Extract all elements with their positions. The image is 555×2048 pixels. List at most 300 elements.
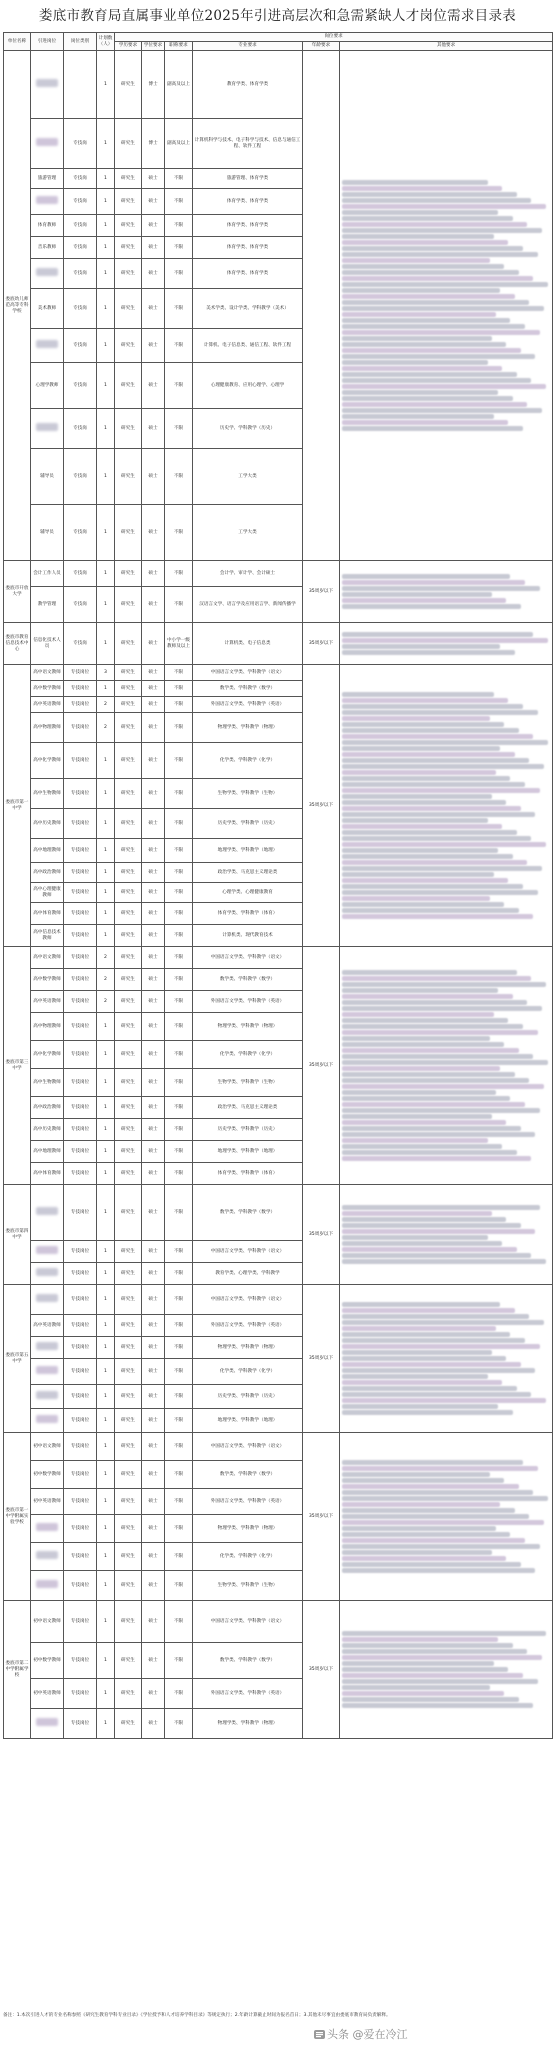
title-cell: 不限 bbox=[165, 809, 193, 839]
redacted-requirement-line bbox=[342, 1649, 527, 1654]
count-cell: 1 bbox=[97, 1097, 115, 1119]
edu-cell: 研究生 bbox=[115, 903, 142, 925]
post-cell: 美术教师 bbox=[31, 289, 64, 329]
degree-cell: 硕士 bbox=[142, 665, 165, 681]
title-cell: 不限 bbox=[165, 1097, 193, 1119]
title-cell: 中小学一级教师及以上 bbox=[165, 623, 193, 665]
post-cell: 高中英语教师 bbox=[31, 1315, 64, 1337]
redacted-requirement-line bbox=[342, 1302, 500, 1307]
category-cell: 专技岗位 bbox=[64, 883, 97, 903]
unit-cell: 娄底幼儿师范高等专科学校 bbox=[4, 51, 31, 561]
title-cell: 不限 bbox=[165, 1069, 193, 1097]
redacted-requirement-line bbox=[342, 1150, 517, 1155]
redacted-requirement-line bbox=[342, 1556, 506, 1561]
edu-cell: 研究生 bbox=[115, 587, 142, 623]
unit-cell: 娄底市教育信息技术中心 bbox=[4, 623, 31, 665]
redacted-requirement-line bbox=[342, 728, 519, 733]
edu-cell: 研究生 bbox=[115, 1709, 142, 1739]
redacted-post bbox=[36, 1294, 58, 1302]
redacted-requirement-line bbox=[342, 360, 488, 365]
category-cell: 专技岗 bbox=[64, 119, 97, 169]
redacted-requirement-line bbox=[342, 1217, 506, 1222]
redacted-requirement-line bbox=[342, 1042, 504, 1047]
redacted-requirement-line bbox=[342, 1380, 502, 1385]
redacted-requirement-line bbox=[342, 1637, 498, 1642]
header-major: 专业要求 bbox=[193, 42, 303, 51]
degree-cell: 硕士 bbox=[142, 1679, 165, 1709]
major-cell: 中国语言文学类、学科教学（语文） bbox=[193, 665, 303, 681]
redacted-requirement-line bbox=[342, 848, 498, 853]
redacted-requirement-line bbox=[342, 348, 521, 353]
redacted-requirement-line bbox=[342, 1697, 519, 1702]
category-cell: 专技岗位 bbox=[64, 1433, 97, 1461]
major-cell: 工学大类 bbox=[193, 505, 303, 561]
post-cell bbox=[31, 189, 64, 215]
degree-cell: 硕士 bbox=[142, 189, 165, 215]
post-cell: 高中政治教师 bbox=[31, 1097, 64, 1119]
post-cell: 信息化技术人员 bbox=[31, 623, 64, 665]
redacted-requirement-line bbox=[342, 1374, 488, 1379]
redacted-requirement-line bbox=[342, 1018, 508, 1023]
header-other: 其他要求 bbox=[340, 42, 553, 51]
redacted-requirement-line bbox=[342, 770, 496, 775]
redacted-requirement-line bbox=[342, 698, 508, 703]
degree-cell: 硕士 bbox=[142, 809, 165, 839]
major-cell: 旅游管理、体育学类 bbox=[193, 169, 303, 189]
post-cell: 高中生物教师 bbox=[31, 1069, 64, 1097]
redacted-requirement-line bbox=[342, 1205, 540, 1210]
redacted-requirement-line bbox=[342, 598, 506, 603]
title-cell: 不限 bbox=[165, 1163, 193, 1185]
header-title: 职称要求 bbox=[165, 42, 193, 51]
major-cell: 计算机、电子信息类、通信工程、软件工程 bbox=[193, 329, 303, 363]
redacted-requirement-line bbox=[342, 866, 542, 871]
category-cell: 专技岗位 bbox=[64, 903, 97, 925]
redacted-requirement-line bbox=[342, 824, 502, 829]
redacted-post bbox=[36, 1268, 58, 1276]
title-cell: 不限 bbox=[165, 947, 193, 969]
degree-cell: 硕士 bbox=[142, 505, 165, 561]
degree-cell: 硕士 bbox=[142, 743, 165, 779]
redacted-requirement-line bbox=[342, 1126, 521, 1131]
count-cell: 2 bbox=[97, 991, 115, 1013]
category-cell: 专技岗位 bbox=[64, 1163, 97, 1185]
degree-cell: 硕士 bbox=[142, 363, 165, 409]
redacted-requirement-line bbox=[342, 592, 492, 597]
major-cell: 物理学类、学科教学（物理） bbox=[193, 1013, 303, 1041]
major-cell: 物理学类、学科教学（物理） bbox=[193, 1709, 303, 1739]
post-cell bbox=[31, 1285, 64, 1315]
title-cell: 不限 bbox=[165, 1515, 193, 1543]
major-cell: 美术学类、设计学类、学科教学（美术） bbox=[193, 289, 303, 329]
category-cell: 专技岗位 bbox=[64, 1643, 97, 1679]
degree-cell: 硕士 bbox=[142, 713, 165, 743]
category-cell: 专技岗位 bbox=[64, 1359, 97, 1385]
major-cell: 生物学类、学科教学（生物） bbox=[193, 779, 303, 809]
count-cell: 1 bbox=[97, 409, 115, 449]
redacted-requirement-line bbox=[342, 692, 494, 697]
redacted-requirement-line bbox=[342, 890, 538, 895]
redacted-requirement-line bbox=[342, 812, 535, 817]
redacted-requirement-line bbox=[342, 1661, 494, 1666]
degree-cell: 硕士 bbox=[142, 623, 165, 665]
redacted-requirement-line bbox=[342, 294, 515, 299]
degree-cell: 硕士 bbox=[142, 1461, 165, 1489]
major-cell: 外国语言文学类、学科教学（英语） bbox=[193, 1315, 303, 1337]
redacted-requirement-line bbox=[342, 842, 546, 847]
category-cell: 专技岗 bbox=[64, 505, 97, 561]
count-cell: 1 bbox=[97, 681, 115, 697]
redacted-post bbox=[36, 268, 58, 276]
redacted-requirement-line bbox=[342, 372, 517, 377]
edu-cell: 研究生 bbox=[115, 1141, 142, 1163]
redacted-requirement-line bbox=[342, 1090, 496, 1095]
count-cell: 1 bbox=[97, 1461, 115, 1489]
count-cell: 1 bbox=[97, 587, 115, 623]
title-cell: 不限 bbox=[165, 1489, 193, 1515]
category-cell: 专技岗 bbox=[64, 289, 97, 329]
degree-cell: 硕士 bbox=[142, 1337, 165, 1359]
title-cell: 不限 bbox=[165, 1337, 193, 1359]
major-cell: 物理学类、学科教学（物理） bbox=[193, 713, 303, 743]
degree-cell: 硕士 bbox=[142, 681, 165, 697]
major-cell: 历史学、学科教学（历史） bbox=[193, 409, 303, 449]
title-cell: 不限 bbox=[165, 925, 193, 947]
category-cell: 专技岗位 bbox=[64, 969, 97, 991]
requirements-cell bbox=[340, 1185, 553, 1285]
count-cell: 1 bbox=[97, 1337, 115, 1359]
post-cell: 高中英语教师 bbox=[31, 991, 64, 1013]
title-cell: 不限 bbox=[165, 665, 193, 681]
count-cell: 1 bbox=[97, 189, 115, 215]
major-cell: 数学类、学科教学（数学） bbox=[193, 1185, 303, 1241]
edu-cell: 研究生 bbox=[115, 449, 142, 505]
redacted-requirement-line bbox=[342, 1211, 492, 1216]
redacted-requirement-line bbox=[342, 818, 488, 823]
major-cell: 体育学类、体育学类 bbox=[193, 189, 303, 215]
redacted-requirement-line bbox=[342, 240, 508, 245]
edu-cell: 研究生 bbox=[115, 1041, 142, 1069]
redacted-requirement-line bbox=[342, 574, 510, 579]
redacted-requirement-line bbox=[342, 1054, 533, 1059]
major-cell: 历史学类、学科教学（历史） bbox=[193, 1385, 303, 1409]
redacted-requirement-line bbox=[342, 836, 531, 841]
category-cell: 专技岗位 bbox=[64, 1315, 97, 1337]
degree-cell: 硕士 bbox=[142, 1285, 165, 1315]
redacted-requirement-line bbox=[342, 1667, 508, 1672]
post-cell: 高中物理教师 bbox=[31, 1013, 64, 1041]
redacted-requirement-line bbox=[342, 1368, 535, 1373]
title-cell: 不限 bbox=[165, 713, 193, 743]
count-cell: 1 bbox=[97, 1119, 115, 1141]
major-cell: 中国语言文学类、学科教学（语文） bbox=[193, 1285, 303, 1315]
post-cell: 高中化学教师 bbox=[31, 1041, 64, 1069]
category-cell: 专技岗 bbox=[64, 623, 97, 665]
redacted-post bbox=[36, 1366, 58, 1374]
redacted-requirement-line bbox=[342, 186, 502, 191]
title-cell: 不限 bbox=[165, 1679, 193, 1709]
count-cell: 3 bbox=[97, 665, 115, 681]
category-cell: 专技岗位 bbox=[64, 1709, 97, 1739]
count-cell: 2 bbox=[97, 713, 115, 743]
redacted-requirement-line bbox=[342, 408, 542, 413]
title-cell: 不限 bbox=[165, 1461, 193, 1489]
category-cell: 专技岗 bbox=[64, 561, 97, 587]
degree-cell: 硕士 bbox=[142, 779, 165, 809]
table-body bbox=[4, 51, 553, 1739]
major-cell: 心理健康教育、应用心理学、心理学 bbox=[193, 363, 303, 409]
title-cell: 不限 bbox=[165, 1285, 193, 1315]
category-cell: 专技岗位 bbox=[64, 1385, 97, 1409]
edu-cell: 研究生 bbox=[115, 1097, 142, 1119]
post-cell: 高中地理教师 bbox=[31, 839, 64, 863]
category-cell: 专技岗位 bbox=[64, 1285, 97, 1315]
post-cell bbox=[31, 1571, 64, 1601]
count-cell: 1 bbox=[97, 329, 115, 363]
category-cell: 专技岗位 bbox=[64, 839, 97, 863]
category-cell: 专技岗 bbox=[64, 237, 97, 259]
header-group: 岗位要求 bbox=[115, 33, 553, 42]
redacted-requirement-line bbox=[342, 1631, 546, 1636]
redacted-post bbox=[36, 423, 58, 431]
title-cell: 不限 bbox=[165, 991, 193, 1013]
redacted-requirement-line bbox=[342, 1484, 519, 1489]
post-cell: 初中语文教师 bbox=[31, 1433, 64, 1461]
redacted-requirement-line bbox=[342, 908, 519, 913]
edu-cell: 研究生 bbox=[115, 1285, 142, 1315]
redacted-requirement-line bbox=[342, 1223, 521, 1228]
edu-cell: 研究生 bbox=[115, 1359, 142, 1385]
post-cell bbox=[31, 409, 64, 449]
count-cell: 1 bbox=[97, 1359, 115, 1385]
redacted-requirement-line bbox=[342, 776, 510, 781]
post-cell: 初中语文教师 bbox=[31, 1601, 64, 1643]
edu-cell: 研究生 bbox=[115, 51, 142, 119]
title-cell: 不限 bbox=[165, 1643, 193, 1679]
major-cell: 化学类、学科教学（化学） bbox=[193, 1543, 303, 1571]
post-cell bbox=[31, 1385, 64, 1409]
degree-cell: 硕士 bbox=[142, 1409, 165, 1433]
degree-cell: 硕士 bbox=[142, 561, 165, 587]
major-cell: 地理学类、学科教学（地理） bbox=[193, 839, 303, 863]
table-row bbox=[4, 623, 553, 665]
category-cell: 专技岗位 bbox=[64, 809, 97, 839]
title-cell: 不限 bbox=[165, 1241, 193, 1263]
count-cell: 1 bbox=[97, 1041, 115, 1069]
redacted-requirement-line bbox=[342, 1508, 515, 1513]
edu-cell: 研究生 bbox=[115, 665, 142, 681]
count-cell: 1 bbox=[97, 1241, 115, 1263]
major-cell: 计算机类、现代教育技术 bbox=[193, 925, 303, 947]
count-cell: 1 bbox=[97, 1489, 115, 1515]
title-cell: 副高及以上 bbox=[165, 51, 193, 119]
redacted-requirement-line bbox=[342, 210, 498, 215]
redacted-requirement-line bbox=[342, 650, 515, 655]
requirements-cell bbox=[340, 561, 553, 623]
table-row bbox=[4, 1185, 553, 1241]
post-cell: 会计工作人员 bbox=[31, 561, 64, 587]
unit-cell: 娄底市第五中学 bbox=[4, 1285, 31, 1433]
category-cell: 专技岗位 bbox=[64, 697, 97, 713]
count-cell: 1 bbox=[97, 809, 115, 839]
title-cell: 不限 bbox=[165, 1571, 193, 1601]
major-cell: 计算机类、电子信息类 bbox=[193, 623, 303, 665]
redacted-requirement-line bbox=[342, 1562, 521, 1567]
category-cell: 专技岗位 bbox=[64, 1409, 97, 1433]
post-cell: 辅导员 bbox=[31, 505, 64, 561]
count-cell: 1 bbox=[97, 1433, 115, 1461]
degree-cell: 硕士 bbox=[142, 1515, 165, 1543]
count-cell: 1 bbox=[97, 215, 115, 237]
redacted-requirement-line bbox=[342, 246, 523, 251]
redacted-requirement-line bbox=[342, 1460, 523, 1465]
redacted-requirement-line bbox=[342, 1338, 525, 1343]
redacted-requirement-line bbox=[342, 1356, 506, 1361]
redacted-requirement-line bbox=[342, 1030, 538, 1035]
age-cell: 35周岁以下 bbox=[303, 1433, 340, 1601]
redacted-requirement-line bbox=[342, 1332, 510, 1337]
major-cell: 物理学类、学科教学（物理） bbox=[193, 1515, 303, 1543]
degree-cell: 硕士 bbox=[142, 1385, 165, 1409]
title-cell: 不限 bbox=[165, 1601, 193, 1643]
redacted-requirement-line bbox=[342, 1114, 492, 1119]
redacted-requirement-line bbox=[342, 860, 527, 865]
post-cell bbox=[31, 51, 64, 119]
redacted-requirement-line bbox=[342, 1398, 546, 1403]
major-cell: 教育学类、体育学类 bbox=[193, 51, 303, 119]
redacted-requirement-line bbox=[342, 1703, 533, 1708]
degree-cell: 硕士 bbox=[142, 215, 165, 237]
edu-cell: 研究生 bbox=[115, 1185, 142, 1241]
redacted-requirement-line bbox=[342, 1568, 535, 1573]
post-cell: 高中心理健康教师 bbox=[31, 883, 64, 903]
recruitment-table bbox=[3, 32, 553, 1739]
count-cell: 1 bbox=[97, 883, 115, 903]
count-cell: 1 bbox=[97, 1263, 115, 1285]
degree-cell: 硕士 bbox=[142, 1013, 165, 1041]
redacted-requirement-line bbox=[342, 1691, 504, 1696]
redacted-requirement-line bbox=[342, 1259, 546, 1264]
redacted-post bbox=[36, 1415, 58, 1423]
title-cell: 不限 bbox=[165, 1185, 193, 1241]
title-cell: 不限 bbox=[165, 409, 193, 449]
redacted-requirement-line bbox=[342, 722, 504, 727]
redacted-post bbox=[36, 1718, 58, 1726]
age-cell: 35周岁以下 bbox=[303, 947, 340, 1185]
category-cell: 专技岗位 bbox=[64, 1141, 97, 1163]
title-cell: 不限 bbox=[165, 289, 193, 329]
redacted-requirement-line bbox=[342, 300, 529, 305]
count-cell: 2 bbox=[97, 947, 115, 969]
major-cell: 外国语言文学类、学科教学（英语） bbox=[193, 1489, 303, 1515]
post-cell: 旅游管理 bbox=[31, 169, 64, 189]
degree-cell: 硕士 bbox=[142, 863, 165, 883]
requirements-cell bbox=[340, 1285, 553, 1433]
post-cell: 高中历史教师 bbox=[31, 809, 64, 839]
post-cell: 高中语文教师 bbox=[31, 947, 64, 969]
title-cell: 不限 bbox=[165, 1263, 193, 1285]
category-cell: 专技岗 bbox=[64, 169, 97, 189]
redacted-requirement-line bbox=[342, 1392, 531, 1397]
redacted-requirement-line bbox=[342, 318, 510, 323]
category-cell: 专技岗位 bbox=[64, 1013, 97, 1041]
edu-cell: 研究生 bbox=[115, 1433, 142, 1461]
table-row bbox=[4, 1433, 553, 1461]
degree-cell: 硕士 bbox=[142, 329, 165, 363]
category-cell: 专技岗 bbox=[64, 189, 97, 215]
redacted-requirement-line bbox=[342, 1344, 540, 1349]
edu-cell: 研究生 bbox=[115, 505, 142, 561]
degree-cell: 硕士 bbox=[142, 903, 165, 925]
redacted-requirement-line bbox=[342, 1036, 490, 1041]
count-cell: 1 bbox=[97, 363, 115, 409]
edu-cell: 研究生 bbox=[115, 1571, 142, 1601]
major-cell: 体育学类、学科教学（体育） bbox=[193, 903, 303, 925]
degree-cell: 硕士 bbox=[142, 1643, 165, 1679]
title-cell: 不限 bbox=[165, 237, 193, 259]
redacted-post bbox=[36, 1342, 58, 1350]
edu-cell: 研究生 bbox=[115, 1461, 142, 1489]
title-cell: 不限 bbox=[165, 1385, 193, 1409]
post-cell bbox=[31, 1409, 64, 1433]
header-degree: 学位要求 bbox=[142, 42, 165, 51]
redacted-requirement-line bbox=[342, 1000, 527, 1005]
count-cell: 1 bbox=[97, 1013, 115, 1041]
redacted-post bbox=[36, 1207, 58, 1215]
major-cell: 教育学类、心理学类、学科教学 bbox=[193, 1263, 303, 1285]
category-cell: 专技岗位 bbox=[64, 665, 97, 681]
post-cell: 高中物理教师 bbox=[31, 713, 64, 743]
redacted-requirement-line bbox=[342, 282, 548, 287]
major-cell: 地理学类、学科教学（地理） bbox=[193, 1409, 303, 1433]
post-cell: 高中政治教师 bbox=[31, 863, 64, 883]
count-cell: 1 bbox=[97, 237, 115, 259]
redacted-requirement-line bbox=[342, 764, 544, 769]
redacted-requirement-line bbox=[342, 1673, 523, 1678]
degree-cell: 硕士 bbox=[142, 289, 165, 329]
post-cell bbox=[31, 1709, 64, 1739]
edu-cell: 研究生 bbox=[115, 1337, 142, 1359]
redacted-requirement-line bbox=[342, 854, 513, 859]
edu-cell: 研究生 bbox=[115, 1263, 142, 1285]
degree-cell: 硕士 bbox=[142, 1543, 165, 1571]
category-cell: 专技岗位 bbox=[64, 681, 97, 697]
header-count: 计划数（人） bbox=[97, 33, 115, 51]
title-cell: 不限 bbox=[165, 1409, 193, 1433]
count-cell: 1 bbox=[97, 779, 115, 809]
title-cell: 不限 bbox=[165, 681, 193, 697]
redacted-requirement-line bbox=[342, 800, 506, 805]
redacted-requirement-line bbox=[342, 180, 488, 185]
post-cell: 高中语文教师 bbox=[31, 665, 64, 681]
title-cell: 不限 bbox=[165, 1359, 193, 1385]
redacted-requirement-line bbox=[342, 234, 494, 239]
major-cell: 化学类、学科教学（化学） bbox=[193, 1359, 303, 1385]
post-cell: 初中数学教师 bbox=[31, 1461, 64, 1489]
edu-cell: 研究生 bbox=[115, 1489, 142, 1515]
edu-cell: 研究生 bbox=[115, 1119, 142, 1141]
major-cell: 汉语言文学、语言学及应用语言学、新闻传播学 bbox=[193, 587, 303, 623]
major-cell: 体育学类、体育学类 bbox=[193, 259, 303, 289]
degree-cell: 硕士 bbox=[142, 1709, 165, 1739]
title-cell: 不限 bbox=[165, 505, 193, 561]
post-cell bbox=[31, 1185, 64, 1241]
edu-cell: 研究生 bbox=[115, 1679, 142, 1709]
major-cell: 地理学类、学科教学（地理） bbox=[193, 1141, 303, 1163]
unit-cell: 娄底市第二中学附属学校 bbox=[4, 1601, 31, 1739]
redacted-post bbox=[36, 340, 58, 348]
title-cell: 不限 bbox=[165, 259, 193, 289]
